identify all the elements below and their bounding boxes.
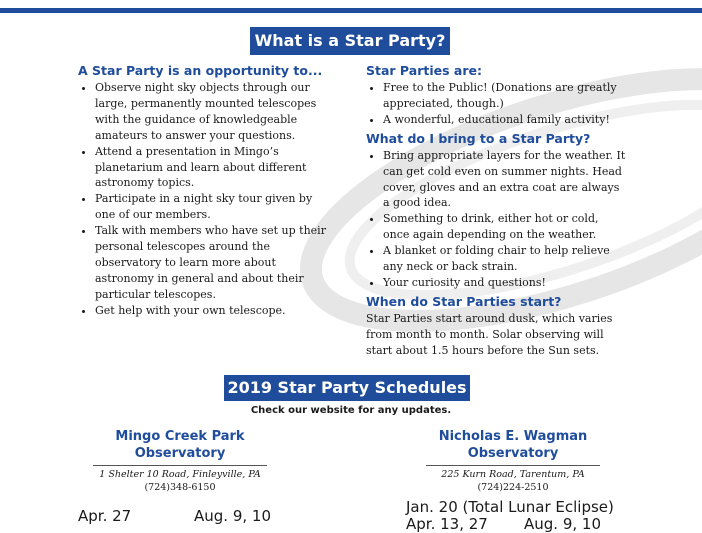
- schedule-date: Apr. 27: [78, 507, 132, 525]
- divider: [93, 465, 267, 466]
- list-item: • Bring appropriate layers for the weather. It can get cold even on summer nights. Head cover, gloves and an extra coat are always a good idea.: [383, 148, 628, 212]
- observatory-name: Mingo Creek Park: [115, 429, 245, 444]
- list-item: • A blanket or folding chair to help relieve any neck or back strain.: [383, 243, 628, 275]
- schedule-date: Jan. 20 (Total Lunar Eclipse): [406, 498, 614, 516]
- list-item: • Participate in a night sky tour given by one of our members.: [95, 191, 334, 223]
- observatory-address: 1 Shelter 10 Road, Finleyville, PA: [99, 469, 261, 480]
- list-item: • Something to drink, either hot or cold, once again depending on the weather.: [383, 211, 628, 243]
- opportunity-heading: A Star Party is an opportunity to...: [78, 63, 323, 78]
- wagman-observatory-block: [400, 428, 626, 494]
- opportunity-list: [78, 80, 334, 319]
- list-item: • Your curiosity and questions!: [383, 275, 628, 291]
- list-item: • Observe night sky objects through our large, permanently mounted telescopes with the guidance of knowledgeable amateurs to answer your questions.: [95, 80, 334, 144]
- star-parties-are-heading: Star Parties are:: [366, 63, 482, 78]
- list-item: • Attend a presentation in Mingo’s planetarium and learn about different astronomy topics.: [95, 144, 334, 192]
- what-to-bring-heading: What do I bring to a Star Party?: [366, 130, 591, 146]
- observatory-name: Nicholas E. Wagman: [438, 429, 588, 444]
- top-rule: [0, 8, 702, 13]
- observatory-name: Observatory: [467, 446, 559, 461]
- list-item: • Talk with members who have set up their personal telescopes around the observatory to learn more about astronomy in general and about their particular telescopes.: [95, 223, 334, 303]
- observatory-phone: (724)224-2510: [477, 482, 549, 493]
- page-title-banner: What is a Star Party?: [250, 27, 450, 55]
- schedule-title-banner: 2019 Star Party Schedules: [224, 375, 470, 401]
- schedule-date: Aug. 9, 10: [194, 507, 271, 525]
- observatory-address: 225 Kurn Road, Tarentum, PA: [441, 469, 585, 480]
- observatory-name: Observatory: [134, 446, 226, 461]
- mingo-observatory-block: [80, 428, 280, 494]
- schedule-date: Apr. 13, 27: [406, 515, 488, 533]
- when-start-text: Star Parties start around dusk, which varies from month to month. Solar observing will start about 1.5 hours before the Sun sets.: [366, 311, 613, 357]
- list-item: • A wonderful, educational family activity!: [383, 112, 628, 128]
- list-item: • Get help with your own telescope.: [95, 303, 334, 319]
- observatory-phone: (724)348-6150: [144, 482, 216, 493]
- website-update-note: Check our website for any updates.: [250, 405, 452, 416]
- when-start-heading: When do Star Parties start?: [366, 293, 562, 309]
- star-parties-are-list: [366, 80, 628, 128]
- info-column: [366, 62, 628, 359]
- opportunity-section: [78, 62, 334, 321]
- list-item: • Free to the Public! (Donations are greatly appreciated, though.): [383, 80, 628, 112]
- divider: [426, 465, 600, 466]
- what-to-bring-list: [366, 148, 628, 291]
- schedule-date: Aug. 9, 10: [524, 515, 601, 533]
